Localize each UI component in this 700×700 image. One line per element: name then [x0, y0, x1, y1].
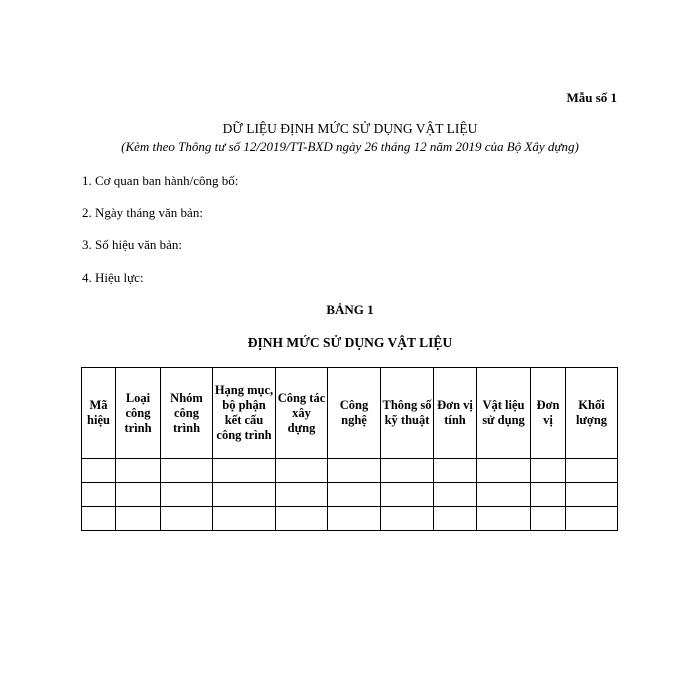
- table-cell: [116, 507, 161, 531]
- table-cell: [161, 483, 213, 507]
- table-cell: [82, 507, 116, 531]
- table-cell: [328, 483, 381, 507]
- material-norms-table: [81, 367, 618, 531]
- col-header: Mã hiệu: [82, 368, 116, 459]
- table-label: BẢNG 1: [326, 302, 374, 317]
- table-cell: [161, 507, 213, 531]
- document-subtitle: (Kèm theo Thông tư số 12/2019/TT-BXD ngày 26 tháng 12 năm 2019 của Bộ Xây dựng): [121, 139, 579, 154]
- table-cell: [276, 507, 328, 531]
- table-cell: [434, 507, 477, 531]
- table-cell: [531, 483, 566, 507]
- table-cell: [276, 459, 328, 483]
- table-cell: [276, 483, 328, 507]
- col-header: Công tác xây dựng: [276, 368, 328, 459]
- table-cell: [116, 483, 161, 507]
- col-header: Đơn vị: [531, 368, 566, 459]
- table-cell: [82, 483, 116, 507]
- table-cell: [381, 483, 434, 507]
- table-cell: [381, 459, 434, 483]
- document-title: DỮ LIỆU ĐỊNH MỨC SỬ DỤNG VẬT LIỆU: [222, 121, 478, 136]
- col-header: Công nghệ: [328, 368, 381, 459]
- field-document-date: 2. Ngày tháng văn bản:: [82, 205, 203, 220]
- table-cell: [213, 507, 276, 531]
- table-cell: [82, 459, 116, 483]
- col-header: Khối lượng: [566, 368, 618, 459]
- table-cell: [566, 459, 618, 483]
- table-cell: [531, 507, 566, 531]
- table-cell: [161, 459, 213, 483]
- table-cell: [477, 483, 531, 507]
- table-cell: [116, 459, 161, 483]
- field-effective: 4. Hiệu lực:: [82, 270, 144, 285]
- table-cell: [328, 459, 381, 483]
- table-cell: [477, 507, 531, 531]
- table-cell: [434, 459, 477, 483]
- table-cell: [213, 483, 276, 507]
- table-row: [82, 459, 618, 483]
- table-cell: [213, 459, 276, 483]
- col-header: Nhóm công trình: [161, 368, 213, 459]
- col-header: Đơn vị tính: [434, 368, 477, 459]
- table-cell: [566, 483, 618, 507]
- table-header-row: [82, 368, 618, 459]
- table-cell: [328, 507, 381, 531]
- col-header: Thông số kỹ thuật: [381, 368, 434, 459]
- col-header: Vật liệu sử dụng: [477, 368, 531, 459]
- table-cell: [531, 459, 566, 483]
- table-cell: [381, 507, 434, 531]
- field-issuing-agency: 1. Cơ quan ban hành/công bố:: [82, 173, 239, 188]
- col-header: Loại công trình: [116, 368, 161, 459]
- form-code: Mẫu số 1: [566, 90, 617, 105]
- table-row: [82, 483, 618, 507]
- table-cell: [477, 459, 531, 483]
- col-header: Hạng mục, bộ phận kết cấu công trình: [213, 368, 276, 459]
- table-row: [82, 507, 618, 531]
- table-title: ĐỊNH MỨC SỬ DỤNG VẬT LIỆU: [247, 335, 453, 350]
- table-cell: [566, 507, 618, 531]
- field-document-number: 3. Số hiệu văn bản:: [82, 237, 183, 252]
- table-cell: [434, 483, 477, 507]
